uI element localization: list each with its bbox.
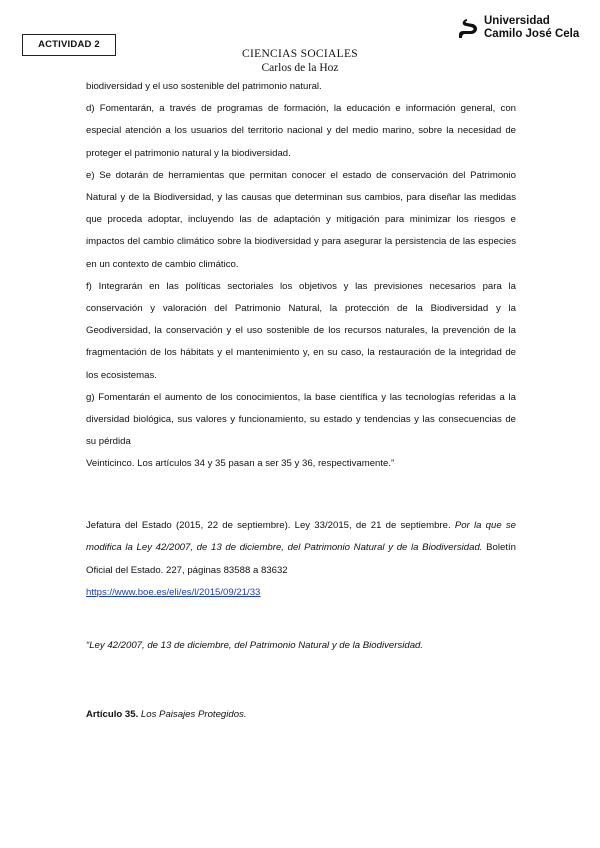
boe-link[interactable]: https://www.boe.es/eli/es/l/2015/09/21/33 (86, 586, 261, 598)
paragraph: g) Fomentarán el aumento de los conocimientos, la base científica y las tecnologías referidas a la diversidad biológica, sus valores y funcionamiento, su estado y tendencias y las consecuencias de su pérdida (86, 391, 516, 448)
paragraph: d) Fomentarán, a través de programas de formación, la educación e información general, con especial atención a los usuarios del territorio nacional y del medio marino, sobre la necesidad de proteger el patrimonio natural y la biodiversidad. (86, 103, 516, 159)
law-quote: “Ley 42/2007, de 13 de diciembre, del Patrimonio Natural y de la Biodiversidad. (86, 640, 424, 651)
author-name: Carlos de la Hoz (261, 62, 339, 74)
reference-text (86, 515, 516, 604)
activity-badge: ACTIVIDAD 2 (22, 34, 116, 56)
article-label: Artículo 35. (86, 709, 139, 720)
paragraph: Veinticinco. Los artículos 34 y 35 pasan a ser 35 y 36, respectivamente.” (86, 458, 395, 470)
paragraph: biodiversidad y el uso sostenible del patrimonio natural. (86, 81, 322, 92)
reference-tail: Boletín Oficial del Estado. 227, páginas 83588 a 83632 (86, 542, 516, 576)
document-body (86, 76, 516, 476)
ucjc-logo-icon (458, 18, 480, 40)
reference-title: Por la que se modifica la Ley 42/2007, de 13 de diciembre, del Patrimonio Natural y de la Biodiversidad. (86, 520, 516, 554)
logo-text-line2: Camilo José Cela (484, 28, 580, 40)
logo-text-line1: Universidad (484, 15, 550, 27)
paragraph: e) Se dotarán de herramientas que permitan conocer el estado de conservación del Patrimonio Natural y de la Biodiversidad, y las causas que determinan sus cambios, para diseñar las medidas que proceda adoptar, incluyendo las de adaptación y mitigación para minimizar los riesgos e impactos del cambio climático sobre la biodiversidad y para asegurar la persistencia de las especies en un contexto de cambio climático. (86, 169, 516, 270)
bibliographic-reference (86, 515, 516, 604)
reference-lead: Jefatura del Estado (2015, 22 de septiembre). Ley 33/2015, de 21 de septiembre. (86, 520, 451, 531)
article-title: Los Paisajes Protegidos. (140, 709, 247, 720)
article-heading (86, 705, 516, 725)
paragraph: f) Integrarán en las políticas sectoriales los objetivos y las previsiones necesarios para la conservación y valoración del Patrimonio Natural, la protección de la Biodiversidad y la Geodiversidad, la conservación y el uso sostenible de los recursos naturales, la prevención de la fragmentación de los hábitats y el mantenimiento y, en su caso, la restauración de la integridad de los ecosistemas. (86, 280, 516, 381)
course-title: CIENCIAS SOCIALES (242, 48, 358, 60)
university-logo (458, 14, 592, 46)
